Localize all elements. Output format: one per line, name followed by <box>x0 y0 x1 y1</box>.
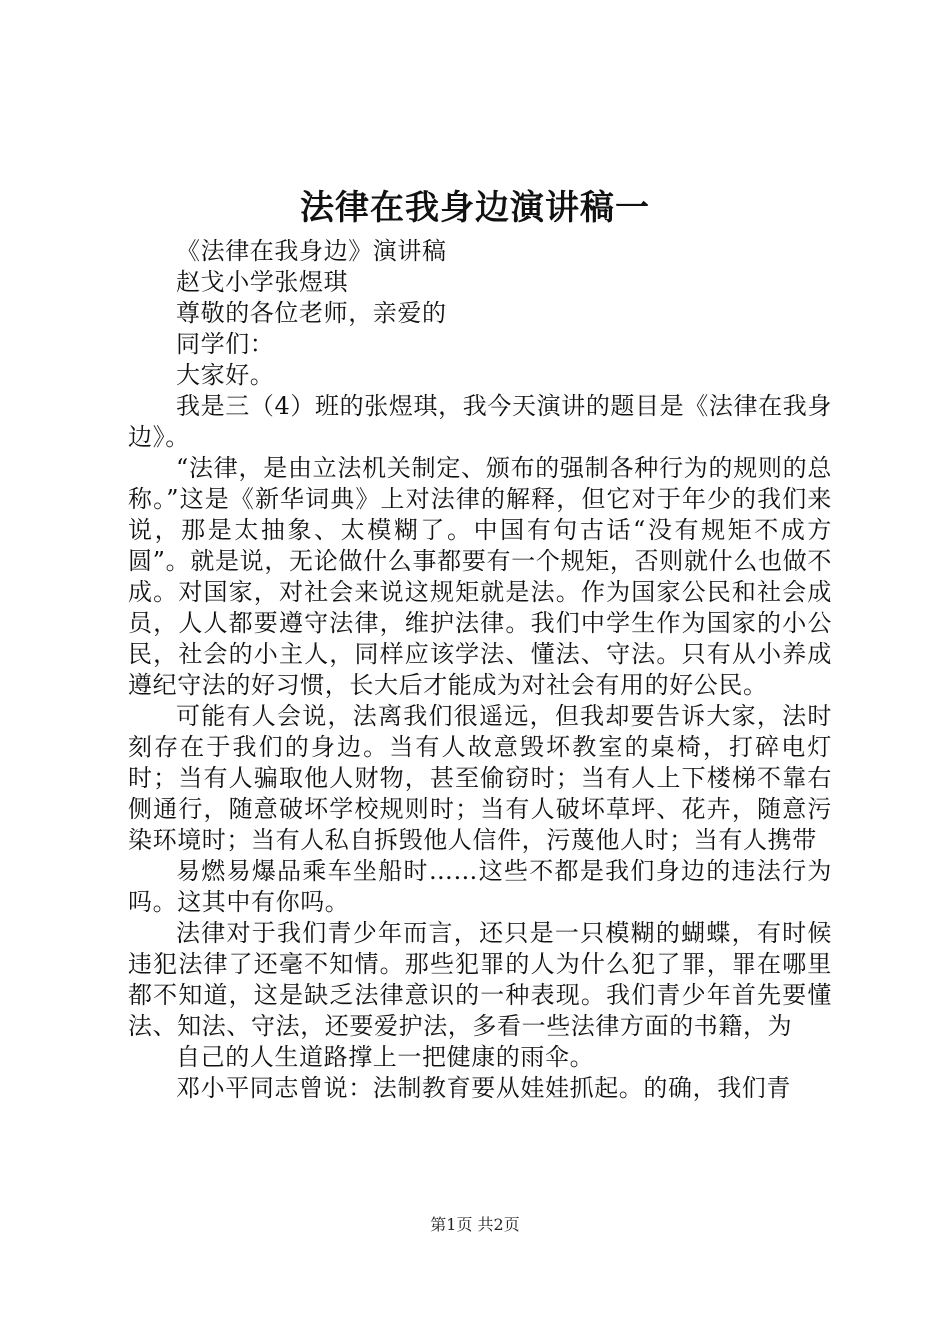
paragraph: 易燃易爆品乘车坐船时……这些不都是我们身边的违法行为吗。这其中有你吗。 <box>128 857 832 916</box>
speech-title-line: 《法律在我身边》演讲稿 <box>176 237 447 265</box>
greeting-line: 尊敬的各位老师，亲爱的 <box>176 299 447 327</box>
paragraph: 邓小平同志曾说：法制教育要从娃娃抓起。的确，我们青 <box>176 1074 791 1102</box>
document-body <box>128 236 832 1104</box>
greeting-line-continued: 同学们： <box>176 330 275 358</box>
author-line: 赵戈小学张煜琪 <box>176 268 349 296</box>
paragraph: 自己的人生道路撑上一把健康的雨伞。 <box>176 1043 595 1071</box>
document-title: 法律在我身边演讲稿一 <box>300 188 650 228</box>
salutation-line: 大家好。 <box>176 361 275 389</box>
paragraph: 可能有人会说，法离我们很遥远，但我却要告诉大家，法时刻存在于我们的身边。当有人故意毁坏教室的桌椅，打碎电灯时；当有人骗取他人财物，甚至偷窃时；当有人上下楼梯不靠右侧通行，随意破坏学校规则时；当有人破坏草坪、花卉，随意污染环境时；当有人私自拆毁他人信件，污蔑他人时；当有人携带 <box>128 702 832 854</box>
paragraph: 法律对于我们青少年而言，还只是一只模糊的蝴蝶，有时候违犯法律了还毫不知情。那些犯罪的人为什么犯了罪，罪在哪里都不知道，这是缺乏法律意识的一种表现。我们青少年首先要懂法、知法、守法，还要爱护法，多看一些法律方面的书籍，为 <box>128 919 832 1040</box>
paragraph: 我是三（4）班的张煜琪，我今天演讲的题目是《法律在我身边》。 <box>128 392 832 451</box>
paragraph: “法律，是由立法机关制定、颁布的强制各种行为的规则的总称。”这是《新华词典》上对法律的解释，但它对于年少的我们来说，那是太抽象、太模糊了。中国有句古话“没有规矩不成方圆”。就是说，无论做什么事都要有一个规矩，否则就什么也做不成。对国家，对社会来说这规矩就是法。作为国家公民和社会成员，人人都要遵守法律，维护法律。我们中学生作为国家的小公民，社会的小主人，同样应该学法、懂法、守法。只有从小养成遵纪守法的好习惯，长大后才能成为对社会有用的好公民。 <box>128 454 832 699</box>
page-number-footer: 第1页 共2页 <box>430 1215 520 1234</box>
